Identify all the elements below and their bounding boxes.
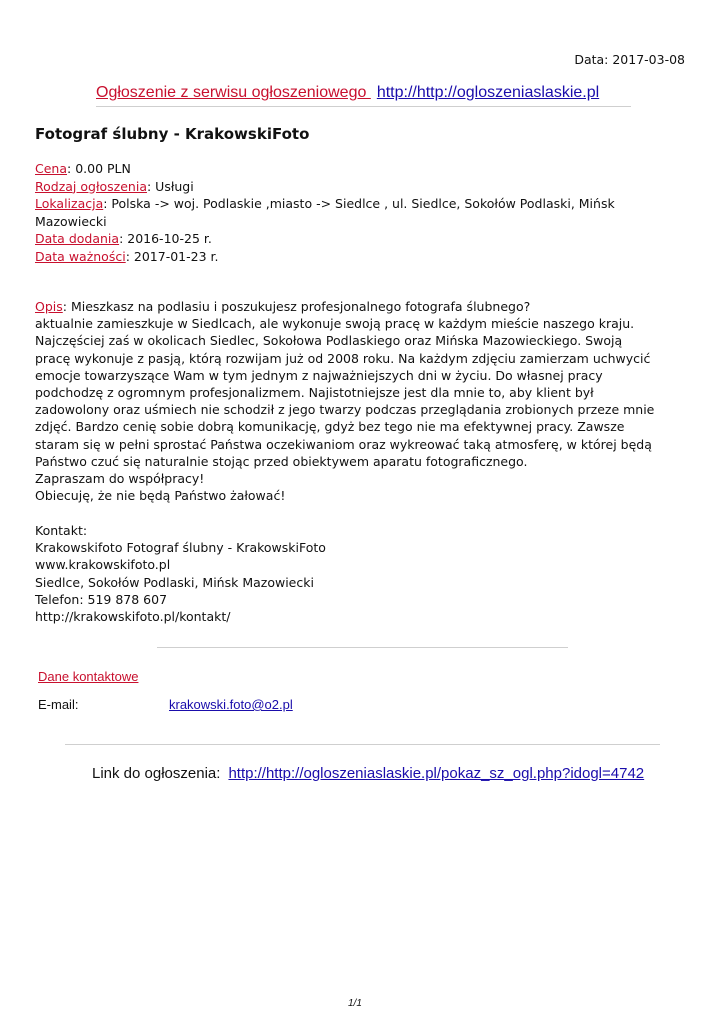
price-value: : 0.00 PLN <box>67 161 131 176</box>
description-first-line <box>35 298 655 315</box>
contact-website: www.krakowskifoto.pl <box>35 557 171 573</box>
contact-block <box>35 522 326 625</box>
source-service-link[interactable]: Ogłoszenie z serwisu ogłoszeniowego <box>96 84 371 101</box>
expiry-date-label[interactable]: Data ważności <box>35 248 126 264</box>
page-number: 1/1 <box>348 998 362 1009</box>
email-label: E-mail: <box>38 697 79 712</box>
contact-url: http://krakowskifoto.pl/kontakt/ <box>35 609 231 625</box>
field-price <box>35 160 645 178</box>
contact-data-heading[interactable]: Dane kontaktowe <box>38 669 139 684</box>
link-divider <box>65 744 660 745</box>
price-label[interactable]: Cena <box>35 161 68 176</box>
listing-link-row <box>92 765 644 782</box>
date-added-value: : 2016-10-25 r. <box>119 231 212 246</box>
date-added-label[interactable]: Data dodania <box>35 231 120 246</box>
description-invite: Zapraszam do współpracy! <box>35 471 205 487</box>
location-label[interactable]: Lokalizacja <box>35 196 104 211</box>
contact-name: Krakowskifoto Fotograf ślubny - KrakowskiFoto <box>35 540 326 556</box>
description-body: aktualnie zamieszkuje w Siedlcach, ale wykonuje swoją pracę w każdym mieście naszego kraju. Najczęściej zaś w okolicach Siedlec, Sokołowa Podlaskiego oraz Mińska Mazowieckiego. Swoją pracę wykonuje z pasją, którą rozwijam już od 2008 roku. Na każdym zdjęciu zamierzam uchwycić emocje towarzyszące Wam w tym jednym z najważniejszych dni w życiu. Do własnej pracy podchodzę z ogromnym profesjonalizmem. Najistotniejsze jest dla mnie to, aby klient był zadowolony oraz uśmiech nie schodził z jego twarzy podczas przeglądania zrobionych przeze mnie zdjęć. Bardzo cenię sobie dobrą komunikację, gdyż bez tego nie ma efektywnej pracy. Zawsze staram się w pełni sprostać Państwa oczekiwaniom oraz wykreować taką atmosferę, w której będą Państwo czuć się naturalnie stojąc przed obiektywem aparatu fotograficznego. <box>35 316 655 469</box>
description-lead: : Mieszkasz na podlasiu i poszukujesz profesjonalnego fotografa ślubnego? <box>62 299 531 314</box>
contact-divider <box>157 647 568 648</box>
document-date: Data: 2017-03-08 <box>574 52 685 67</box>
listing-type-label[interactable]: Rodzaj ogłoszenia <box>35 178 147 194</box>
field-listing-type <box>35 178 645 196</box>
field-location <box>35 195 645 230</box>
contact-phone: Telefon: 519 878 607 <box>35 591 168 607</box>
listing-title: Fotograf ślubny - KrakowskiFoto <box>35 125 310 143</box>
field-expiry-date <box>35 248 645 266</box>
source-header <box>96 84 599 102</box>
listing-fields <box>35 160 645 265</box>
source-url-link[interactable]: http://http://ogloszeniaslaskie.pl <box>376 84 600 101</box>
description-label[interactable]: Opis <box>35 299 63 314</box>
contact-cities: Siedlce, Sokołów Podlaski, Mińsk Mazowiecki <box>35 574 314 590</box>
listing-type-value: : Usługi <box>146 178 194 194</box>
listing-link-url[interactable]: http://http://ogloszeniaslaskie.pl/pokaz_sz_ogl.php?idogl=4742 <box>228 765 645 782</box>
email-link[interactable]: krakowski.foto@o2.pl <box>169 697 293 712</box>
location-value: : Polska -> woj. Podlaskie ,miasto -> Siedlce , ul. Siedlce, Sokołów Podlaski, Mińsk Mazowiecki <box>35 196 615 229</box>
description-promise: Obiecuję, że nie będą Państwo żałować! <box>35 488 286 504</box>
expiry-date-value: : 2017-01-23 r. <box>125 248 219 264</box>
header-divider <box>96 106 631 107</box>
description-block <box>35 298 655 504</box>
listing-link-label: Link do ogłoszenia: <box>92 765 221 782</box>
field-date-added <box>35 230 645 248</box>
contact-heading: Kontakt: <box>35 523 88 538</box>
